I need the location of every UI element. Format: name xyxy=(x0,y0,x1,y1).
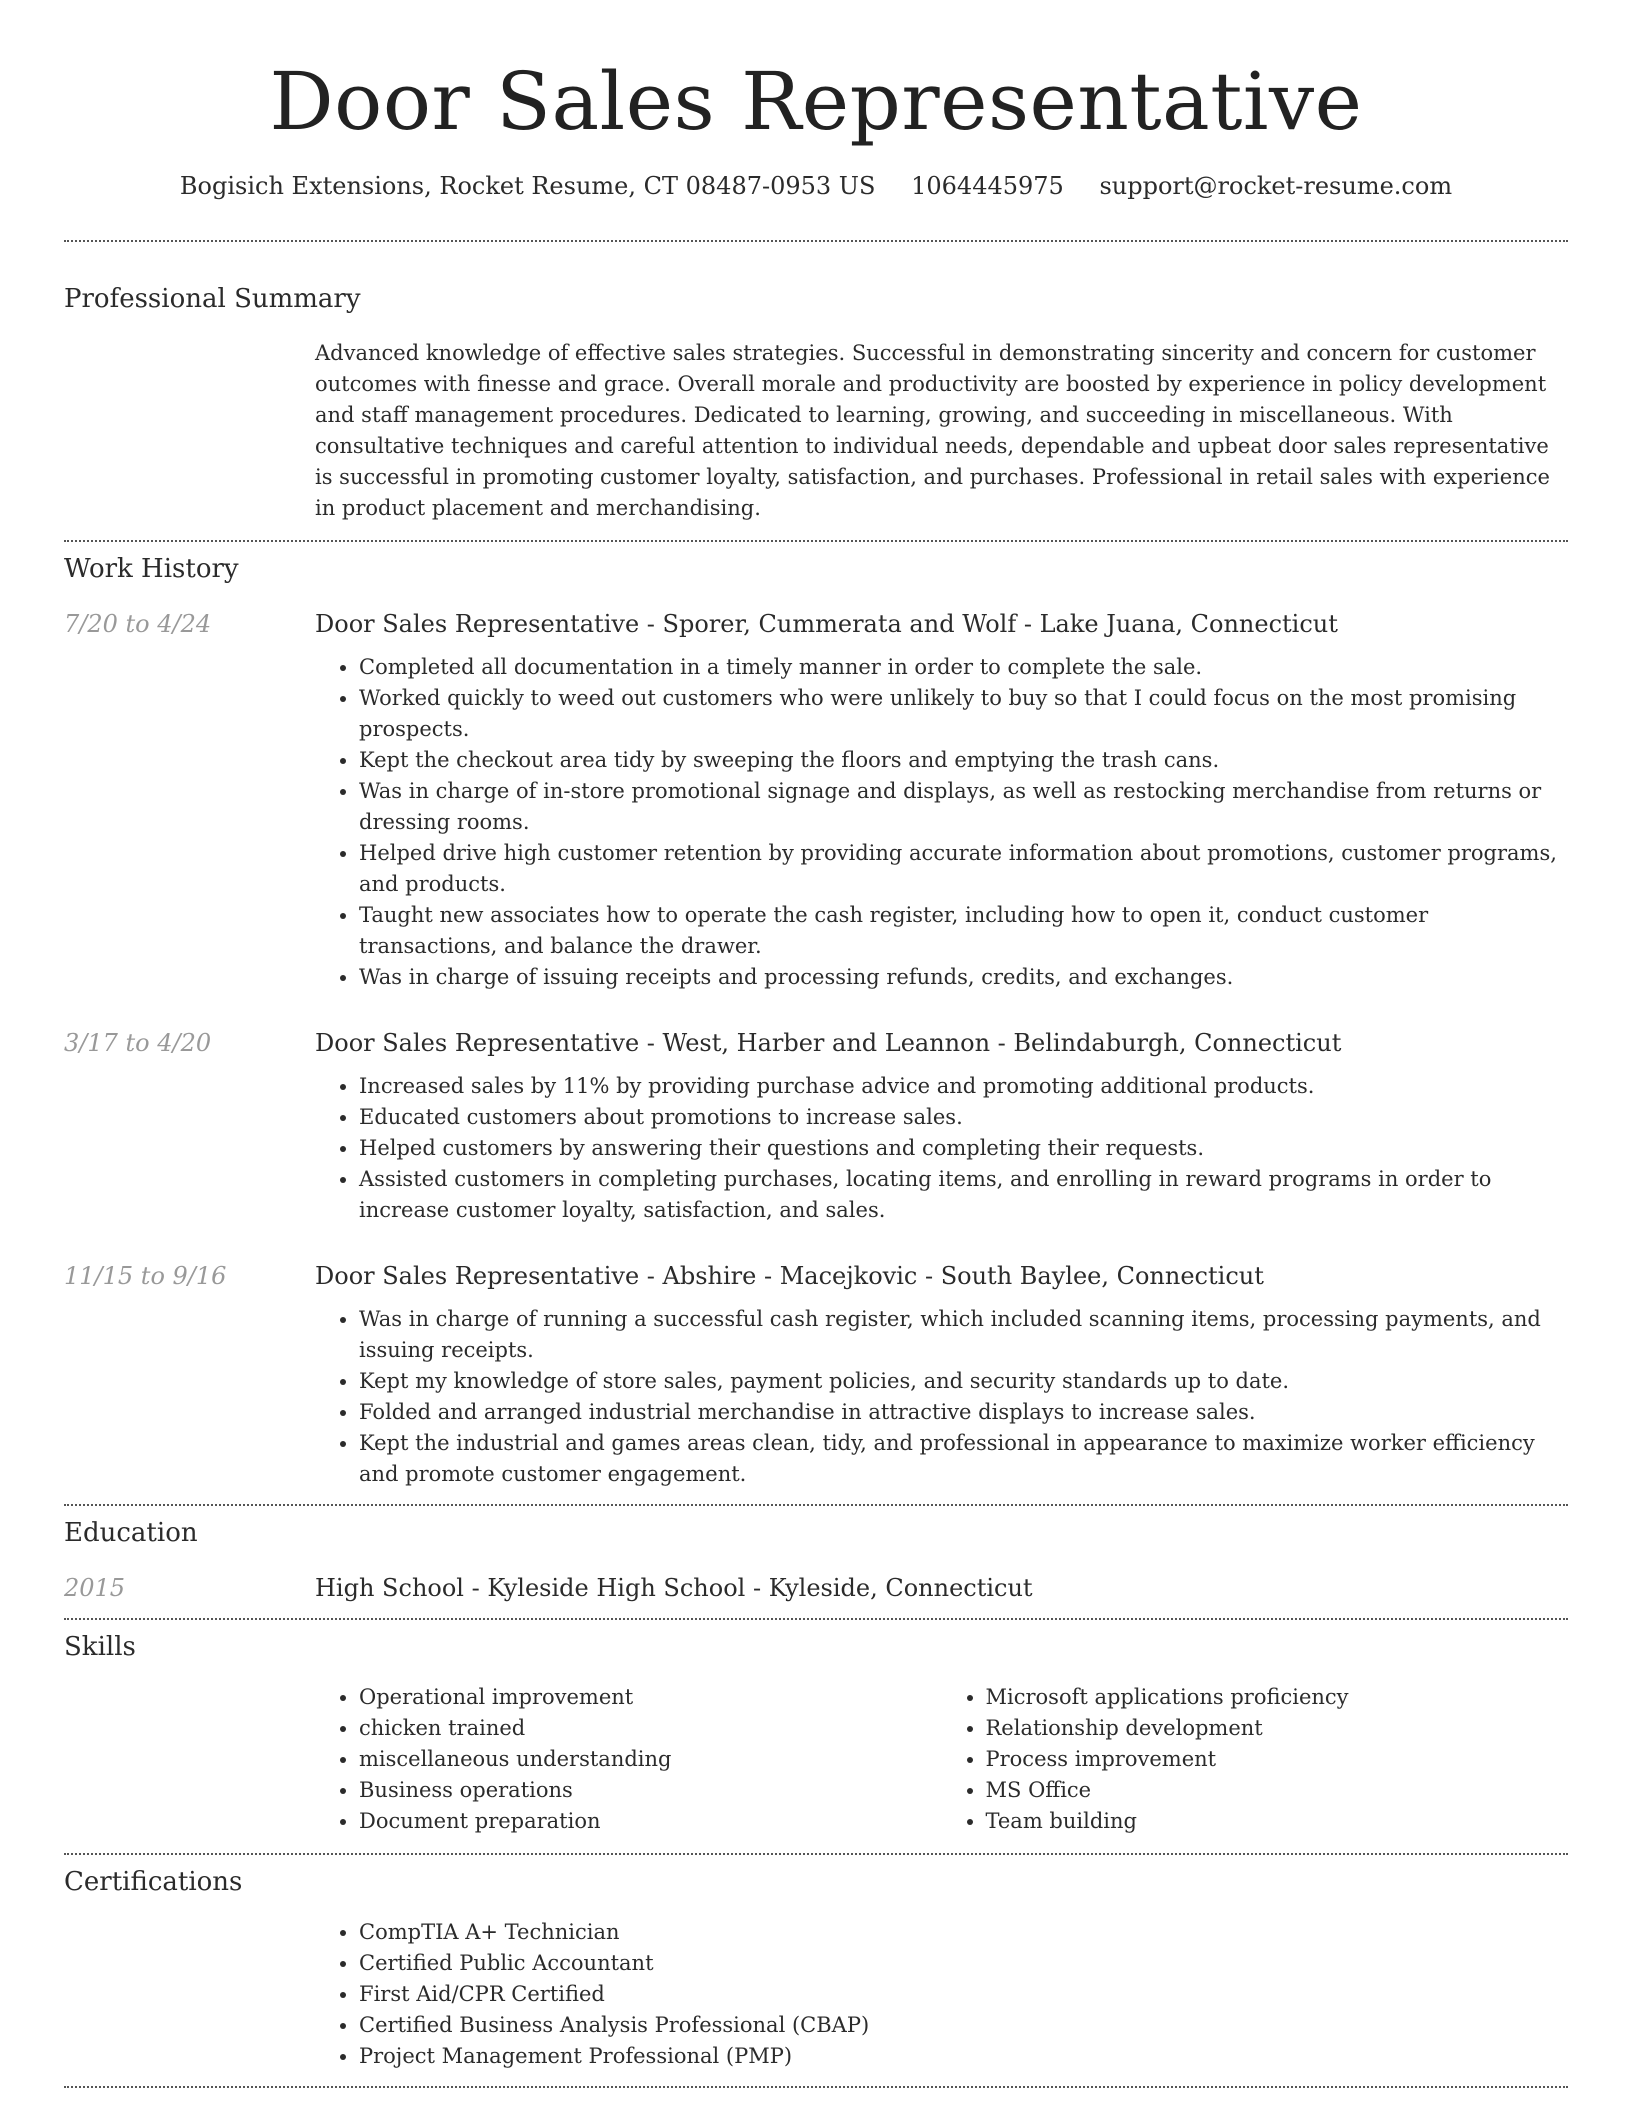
certifications-list xyxy=(315,1917,1568,2072)
summary-text: Advanced knowledge of effective sales strategies. Successful in demonstrating sincerity and concern for customer outcomes with finesse and grace. Overall morale and productivity are boosted by experience in policy development and staff management procedures. Dedicated to learning, growing, and succeeding in miscellaneous. With consultative techniques and careful attention to individual needs, dependable and upbeat door sales representative is successful in promoting customer loyalty, satisfaction, and purchases. Professional in retail sales with experience in product placement and merchandising. xyxy=(315,341,1550,520)
skill-item: • Document preparation xyxy=(359,1806,942,1837)
skills-columns xyxy=(315,1682,1568,1837)
professional-summary-section xyxy=(64,242,1568,524)
skill-item: • Process improvement xyxy=(986,1744,1569,1775)
job-bullet: • Was in charge of in-store promotional signage and displays, as well as restocking merchandise from returns or dressing rooms. xyxy=(359,776,1568,838)
section-title-summary: Professional Summary xyxy=(64,284,361,314)
certification-item: • Certified Public Accountant xyxy=(359,1948,1568,1979)
section-title-work-history: Work History xyxy=(64,554,239,584)
skills-list-left xyxy=(315,1682,942,1837)
section-title-certifications: Certifications xyxy=(64,1867,243,1897)
job-entry xyxy=(64,608,1568,993)
section-title-education: Education xyxy=(64,1518,198,1548)
job-bullet: • Educated customers about promotions to increase sales. xyxy=(359,1102,1568,1133)
job-dates: 11/15 to 9/16 xyxy=(64,1262,227,1290)
job-bullet: • Folded and arranged industrial merchandise in attractive displays to increase sales. xyxy=(359,1397,1568,1428)
job-entry xyxy=(64,1260,1568,1504)
skill-item: • Team building xyxy=(986,1806,1569,1837)
job-dates: 7/20 to 4/24 xyxy=(64,610,212,638)
job-bullet: • Assisted customers in completing purchases, locating items, and enrolling in reward programs in order to increase customer loyalty, satisfaction, and sales. xyxy=(359,1164,1568,1226)
resume-page xyxy=(64,0,1568,2088)
job-dates: 3/17 to 4/20 xyxy=(64,1029,212,1057)
certification-item: • First Aid/CPR Certified xyxy=(359,1979,1568,2010)
certification-item: • Project Management Professional (PMP) xyxy=(359,2041,1568,2072)
job-bullet: • Kept the checkout area tidy by sweeping the floors and emptying the trash cans. xyxy=(359,745,1568,776)
job-heading: Door Sales Representative - Abshire - Macejkovic - South Baylee, Connecticut xyxy=(315,1262,1264,1290)
skill-item: • miscellaneous understanding xyxy=(359,1744,942,1775)
job-heading: Door Sales Representative - Sporer, Cummerata and Wolf - Lake Juana, Connecticut xyxy=(315,610,1338,638)
job-bullet: • Worked quickly to weed out customers who were unlikely to buy so that I could focus on the most promising prospects. xyxy=(359,683,1568,745)
section-title-skills: Skills xyxy=(64,1632,136,1662)
job-bullet: • Completed all documentation in a timely manner in order to complete the sale. xyxy=(359,652,1568,683)
divider xyxy=(64,2086,1568,2088)
skill-item: • chicken trained xyxy=(359,1713,942,1744)
contact-address: Bogisich Extensions, Rocket Resume, CT 08487-0953 US xyxy=(179,172,876,200)
education-year: 2015 xyxy=(64,1574,126,1602)
job-bullet: • Taught new associates how to operate the cash register, including how to open it, conduct customer transactions, and balance the drawer. xyxy=(359,900,1568,962)
job-bullet: • Helped drive high customer retention by providing accurate information about promotions, customer programs, and products. xyxy=(359,838,1568,900)
certifications-section xyxy=(64,1855,1568,2086)
job-bullet: • Kept my knowledge of store sales, payment policies, and security standards up to date. xyxy=(359,1366,1568,1397)
education-entry xyxy=(64,1572,1568,1604)
job-bullet: • Was in charge of issuing receipts and processing refunds, credits, and exchanges. xyxy=(359,962,1568,993)
certification-item: • CompTIA A+ Technician xyxy=(359,1917,1568,1948)
skill-item: • MS Office xyxy=(986,1775,1569,1806)
job-bullets xyxy=(315,652,1568,993)
job-bullet: • Helped customers by answering their questions and completing their requests. xyxy=(359,1133,1568,1164)
certification-item: • Certified Business Analysis Professional (CBAP) xyxy=(359,2010,1568,2041)
skill-item: • Business operations xyxy=(359,1775,942,1806)
contact-phone: 1064445975 xyxy=(911,172,1064,200)
education-heading: High School - Kyleside High School - Kyleside, Connecticut xyxy=(315,1574,1033,1602)
job-bullets xyxy=(315,1071,1568,1226)
contact-email: support@rocket-resume.com xyxy=(1099,172,1453,200)
skills-section xyxy=(64,1620,1568,1853)
job-bullets xyxy=(315,1304,1568,1490)
job-heading: Door Sales Representative - West, Harber and Leannon - Belindaburgh, Connecticut xyxy=(315,1029,1342,1057)
skill-item: • Microsoft applications proficiency xyxy=(986,1682,1569,1713)
skill-item: • Relationship development xyxy=(986,1713,1569,1744)
job-bullet: • Kept the industrial and games areas clean, tidy, and professional in appearance to maximize worker efficiency and promote customer engagement. xyxy=(359,1428,1568,1490)
job-bullet: • Increased sales by 11% by providing purchase advice and promoting additional products. xyxy=(359,1071,1568,1102)
education-section xyxy=(64,1506,1568,1618)
job-bullet: • Was in charge of running a successful cash register, which included scanning items, processing payments, and issuing receipts. xyxy=(359,1304,1568,1366)
contact-line xyxy=(64,170,1568,202)
work-history-section xyxy=(64,542,1568,1504)
skills-list-right xyxy=(942,1682,1569,1837)
skill-item: • Operational improvement xyxy=(359,1682,942,1713)
resume-name: Door Sales Representative xyxy=(269,55,1363,148)
job-entry xyxy=(64,1027,1568,1226)
